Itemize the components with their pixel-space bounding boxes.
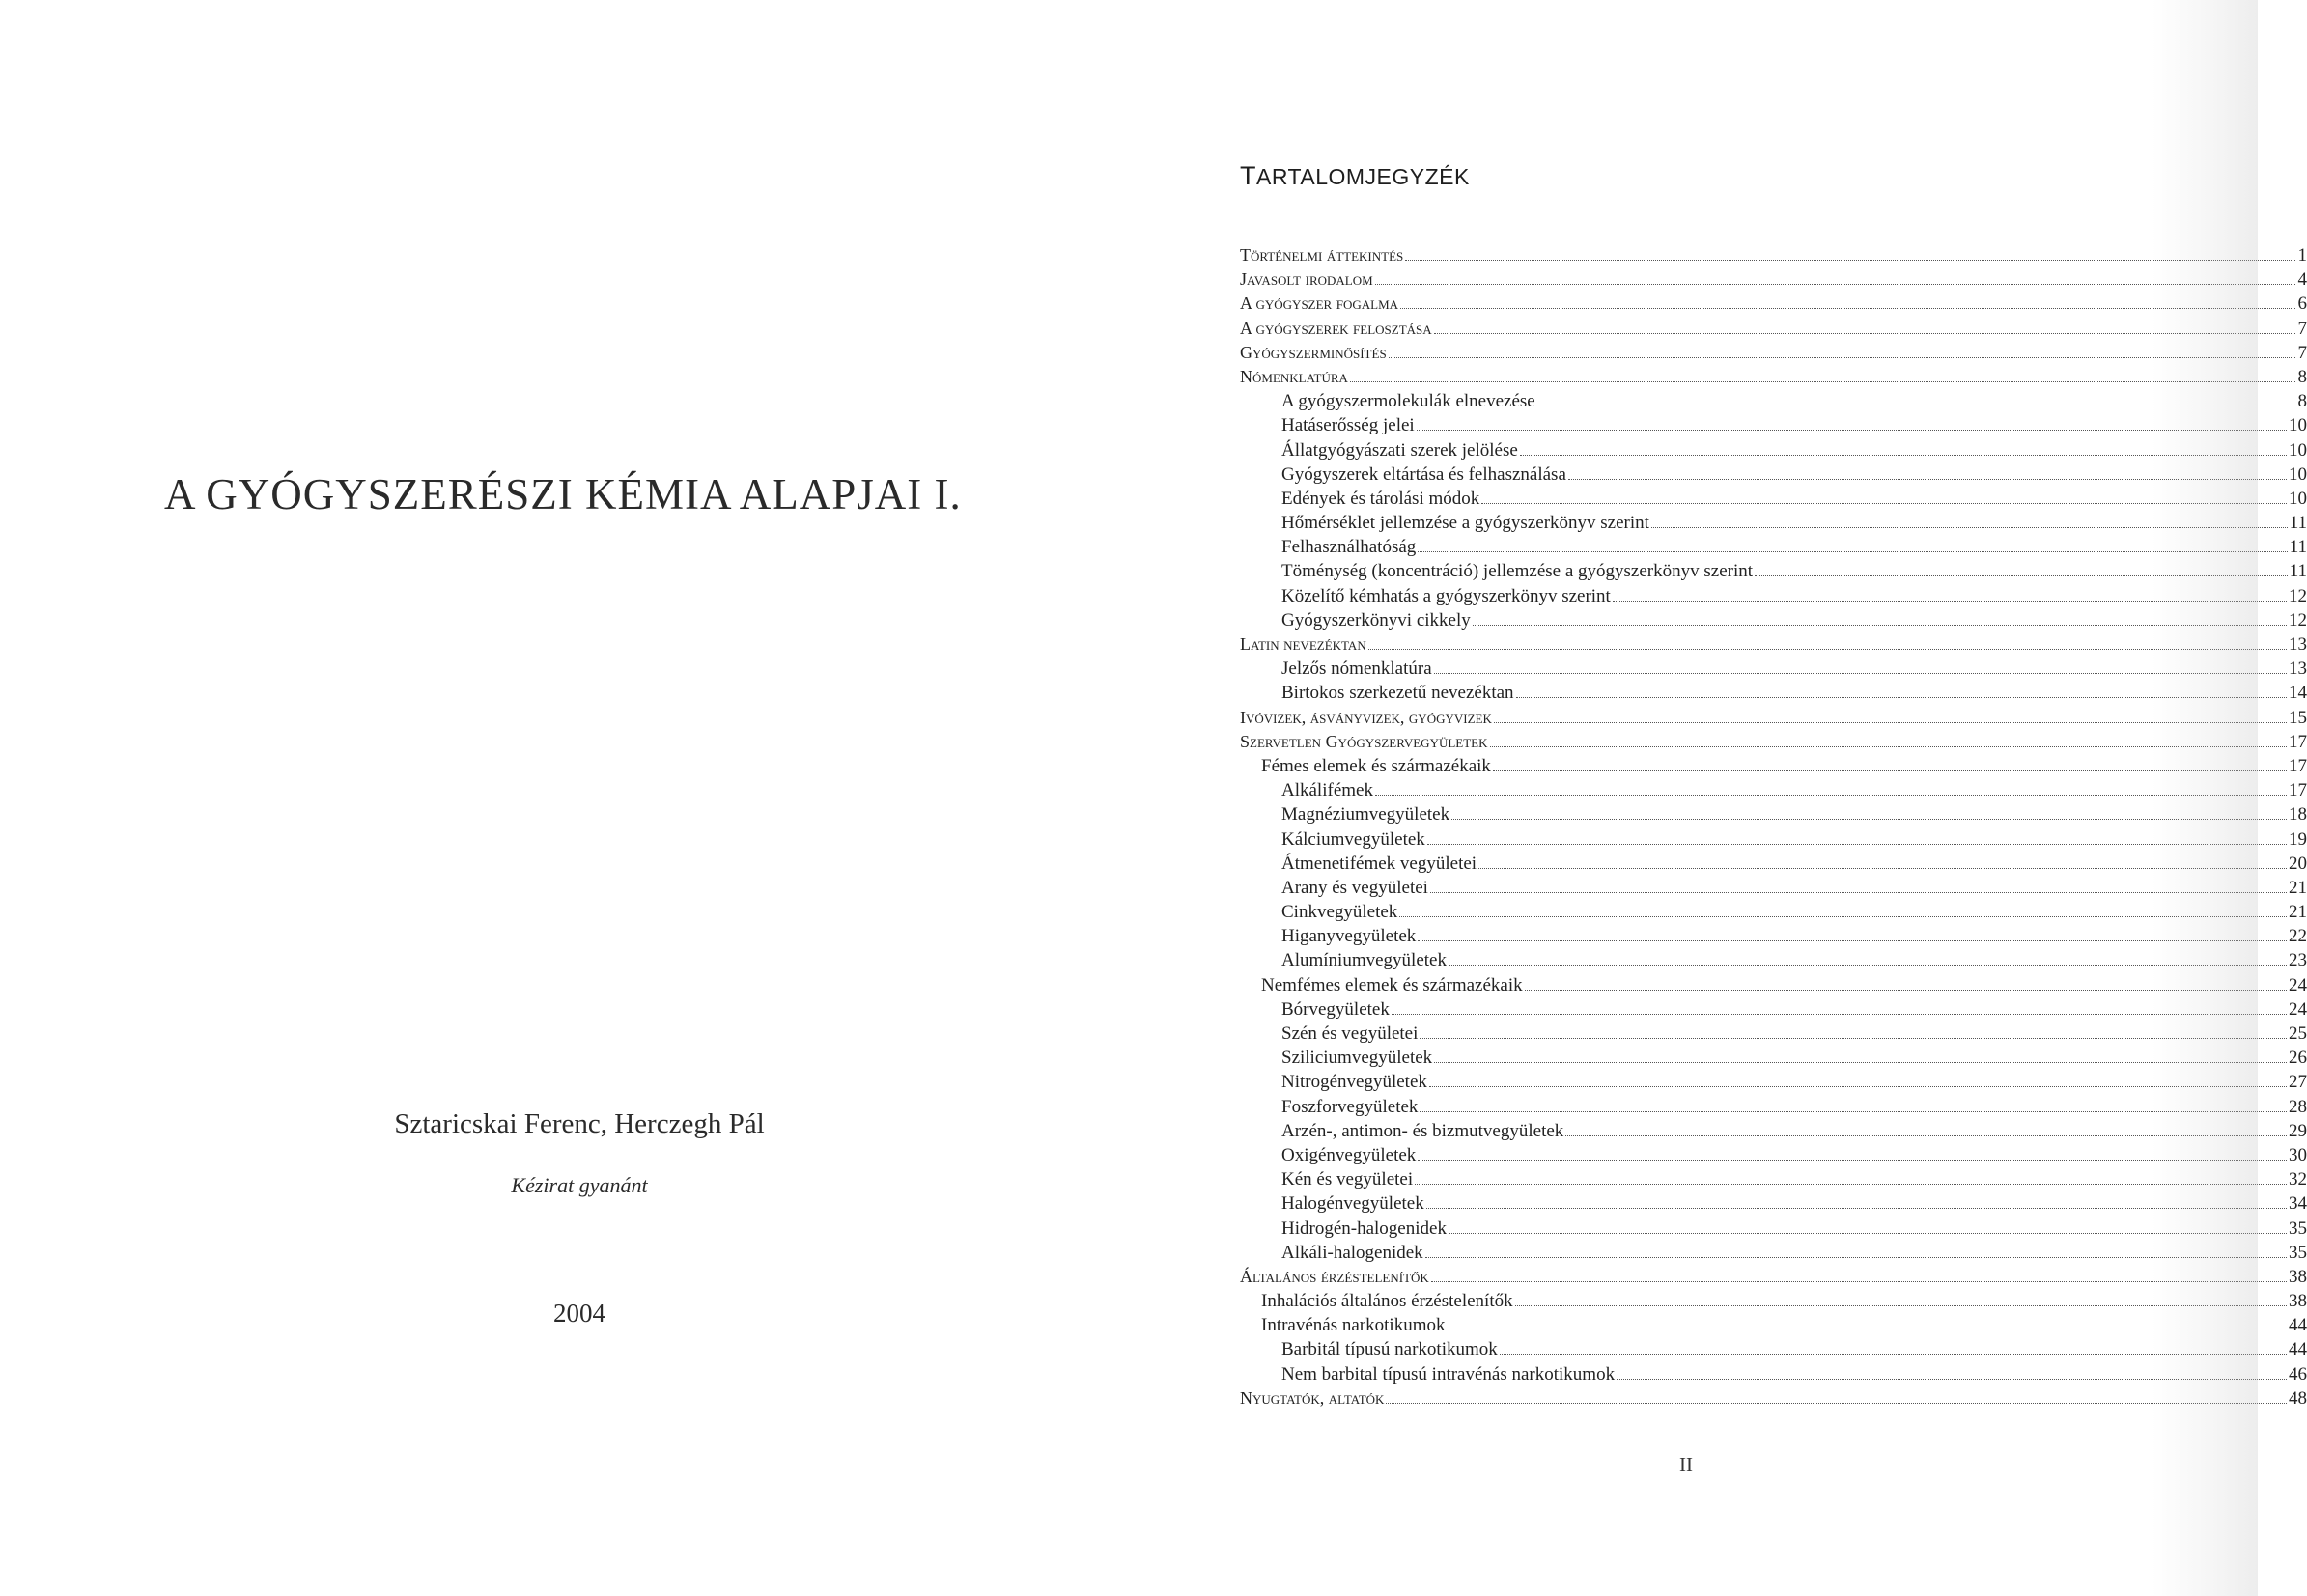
toc-entry-label: Jelzős nómenklatúra xyxy=(1281,658,1432,680)
toc-entry-page: 24 xyxy=(2289,998,2307,1020)
toc-entry xyxy=(1240,1241,2307,1265)
table-of-contents xyxy=(1240,243,2307,1411)
toc-entry-label: Halogénvegyületek xyxy=(1281,1193,1424,1215)
toc-entry-label: Nyugtatók, altatók xyxy=(1240,1387,1385,1408)
toc-entry-page: 1 xyxy=(2297,245,2307,266)
toc-entry-page: 17 xyxy=(2289,780,2307,801)
toc-entry xyxy=(1240,1046,2307,1070)
toc-entry-page: 17 xyxy=(2289,731,2307,752)
toc-entry-page: 35 xyxy=(2289,1242,2307,1263)
toc-entry-page: 14 xyxy=(2289,683,2307,704)
toc-entry-label: Ivóvizek, ásványvizek, gyógyvizek xyxy=(1240,707,1492,727)
toc-entry-label: Gyógyszerek eltártása és felhasználása xyxy=(1281,463,1566,485)
toc-entry xyxy=(1240,608,2307,632)
toc-entry-label: A gyógyszermolekulák elnevezése xyxy=(1281,391,1535,412)
toc-entry-label: A gyógyszerek felosztása xyxy=(1240,318,1432,338)
toc-entry-page: 23 xyxy=(2289,950,2307,971)
toc-heading-rest: ARTALOMJEGYZÉK xyxy=(1256,164,1470,189)
toc-entry-label: Fémes elemek és származékaik xyxy=(1261,755,1491,776)
toc-entry-page: 46 xyxy=(2289,1363,2307,1385)
toc-entry-label: Szén és vegyületei xyxy=(1281,1023,1419,1044)
toc-entry xyxy=(1240,778,2307,802)
toc-entry-page: 30 xyxy=(2289,1144,2307,1165)
toc-entry-label: Alumíniumvegyületek xyxy=(1281,950,1447,971)
toc-entry xyxy=(1240,317,2307,341)
book-title: A GYÓGYSZERÉSZI KÉMIA ALAPJAI I. xyxy=(164,470,962,518)
toc-entry xyxy=(1240,852,2307,876)
toc-entry-label: Nemfémes elemek és származékaik xyxy=(1261,974,1523,995)
left-page xyxy=(0,0,1129,1596)
toc-entry xyxy=(1240,462,2307,487)
toc-entry xyxy=(1240,267,2307,292)
toc-entry-page: 10 xyxy=(2289,463,2307,485)
toc-entry-page: 21 xyxy=(2289,902,2307,923)
toc-entry xyxy=(1240,1386,2307,1411)
toc-entry-page: 35 xyxy=(2289,1218,2307,1239)
toc-entry xyxy=(1240,706,2307,730)
toc-entry-label: Nómenklatúra xyxy=(1240,366,1348,386)
toc-entry xyxy=(1240,730,2307,754)
manuscript-note: Kézirat gyanánt xyxy=(511,1173,648,1197)
toc-entry-page: 25 xyxy=(2289,1023,2307,1044)
toc-entry-label: Bórvegyületek xyxy=(1281,998,1390,1020)
toc-entry-label: Latin nevezéktan xyxy=(1240,634,1366,654)
toc-entry xyxy=(1240,948,2307,972)
toc-entry-label: Nitrogénvegyületek xyxy=(1281,1072,1427,1093)
toc-entry xyxy=(1240,389,2307,413)
toc-entry-label: Alkálifémek xyxy=(1281,780,1373,801)
toc-entry-page: 24 xyxy=(2289,974,2307,995)
toc-entry xyxy=(1240,1022,2307,1046)
toc-entry xyxy=(1240,438,2307,462)
toc-entry-page: 4 xyxy=(2297,269,2307,291)
toc-entry-page: 7 xyxy=(2297,342,2307,363)
toc-entry xyxy=(1240,559,2307,583)
toc-entry-page: 26 xyxy=(2289,1048,2307,1069)
toc-entry-page: 29 xyxy=(2289,1120,2307,1141)
toc-entry-page: 10 xyxy=(2289,439,2307,461)
toc-entry xyxy=(1240,365,2307,389)
toc-entry-page: 20 xyxy=(2289,853,2307,874)
toc-entry-label: Javasolt irodalom xyxy=(1240,269,1373,290)
toc-entry-label: Arzén-, antimon- és bizmutvegyületek xyxy=(1281,1120,1564,1141)
toc-entry xyxy=(1240,341,2307,365)
toc-entry-page: 32 xyxy=(2289,1169,2307,1190)
toc-entry-label: Történelmi áttekintés xyxy=(1240,245,1404,265)
toc-entry-label: Cinkvegyületek xyxy=(1281,902,1398,923)
authors: Sztaricskai Ferenc, Herczegh Pál xyxy=(394,1108,765,1139)
toc-entry xyxy=(1240,1095,2307,1119)
toc-leader-dots xyxy=(1375,795,2287,796)
toc-entry xyxy=(1240,1265,2307,1289)
toc-entry xyxy=(1240,1070,2307,1094)
toc-entry-label: Sziliciumvegyületek xyxy=(1281,1048,1433,1069)
toc-entry-page: 8 xyxy=(2297,366,2307,387)
toc-entry xyxy=(1240,1289,2307,1313)
toc-entry-label: Oxigénvegyületek xyxy=(1281,1144,1417,1165)
toc-entry-label: Foszforvegyületek xyxy=(1281,1096,1419,1117)
toc-entry-page: 12 xyxy=(2289,609,2307,630)
toc-entry-label: Hidrogén-halogenidek xyxy=(1281,1218,1447,1239)
toc-entry-page: 11 xyxy=(2289,537,2307,558)
toc-entry-page: 11 xyxy=(2289,561,2307,582)
toc-entry-page: 27 xyxy=(2289,1072,2307,1093)
toc-entry-label: Hatáserősség jelei xyxy=(1281,415,1415,436)
toc-entry xyxy=(1240,997,2307,1022)
toc-entry xyxy=(1240,487,2307,511)
toc-entry-label: Birtokos szerkezetű nevezéktan xyxy=(1281,683,1514,704)
toc-entry-label: Átmenetifémek vegyületei xyxy=(1281,853,1477,874)
toc-entry-label: Gyógyszerkönyvi cikkely xyxy=(1281,609,1471,630)
toc-entry xyxy=(1240,632,2307,657)
toc-entry-label: Magnéziumvegyületek xyxy=(1281,804,1450,826)
toc-entry xyxy=(1240,876,2307,900)
page-number: II xyxy=(1679,1453,1693,1476)
publication-year: 2004 xyxy=(553,1299,605,1328)
toc-entry xyxy=(1240,511,2307,535)
toc-entry-label: Alkáli-halogenidek xyxy=(1281,1242,1423,1263)
toc-entry-label: Kálciumvegyületek xyxy=(1281,828,1425,850)
toc-entry-label: Nem barbital típusú intravénás narkotikumok xyxy=(1281,1363,1616,1385)
toc-entry xyxy=(1240,243,2307,267)
toc-entry-label: Szervetlen Gyógyszervegyületek xyxy=(1240,731,1488,751)
toc-entry xyxy=(1240,1362,2307,1386)
toc-entry xyxy=(1240,1191,2307,1216)
toc-entry-label: Állatgyógyászati szerek jelölése xyxy=(1281,439,1518,461)
toc-heading-initial: T xyxy=(1240,161,1256,190)
toc-entry-page: 8 xyxy=(2297,391,2307,412)
toc-entry xyxy=(1240,1217,2307,1241)
toc-entry-page: 38 xyxy=(2289,1291,2307,1312)
toc-entry-page: 17 xyxy=(2289,755,2307,776)
toc-entry-label: Kén és vegyületei xyxy=(1281,1169,1414,1190)
toc-entry xyxy=(1240,1143,2307,1167)
toc-entry xyxy=(1240,900,2307,924)
toc-entry-page: 18 xyxy=(2289,804,2307,826)
toc-entry-page: 7 xyxy=(2297,318,2307,339)
scan-edge-shadow xyxy=(2152,0,2258,1596)
toc-entry xyxy=(1240,681,2307,705)
toc-entry xyxy=(1240,802,2307,826)
toc-entry-page: 6 xyxy=(2297,294,2307,315)
toc-entry xyxy=(1240,973,2307,997)
toc-entry xyxy=(1240,827,2307,852)
toc-entry-page: 21 xyxy=(2289,877,2307,898)
toc-entry xyxy=(1240,292,2307,316)
toc-heading xyxy=(1240,161,1470,191)
toc-entry-page: 10 xyxy=(2289,488,2307,509)
toc-entry-label: Edények és tárolási módok xyxy=(1281,488,1480,509)
toc-entry xyxy=(1240,1337,2307,1361)
toc-entry-page: 44 xyxy=(2289,1315,2307,1336)
toc-entry-page: 34 xyxy=(2289,1193,2307,1215)
toc-entry-label: Felhasználhatóság xyxy=(1281,537,1417,558)
toc-entry xyxy=(1240,1167,2307,1191)
toc-entry-page: 28 xyxy=(2289,1096,2307,1117)
toc-entry xyxy=(1240,413,2307,437)
toc-entry-label: Arany és vegyületei xyxy=(1281,877,1428,898)
toc-entry xyxy=(1240,1119,2307,1143)
toc-entry-label: A gyógyszer fogalma xyxy=(1240,294,1399,314)
toc-entry xyxy=(1240,584,2307,608)
toc-entry-label: Inhalációs általános érzéstelenítők xyxy=(1261,1291,1513,1312)
toc-entry-label: Intravénás narkotikumok xyxy=(1261,1315,1446,1336)
toc-entry-label: Gyógyszerminősítés xyxy=(1240,342,1387,362)
toc-entry-page: 15 xyxy=(2289,707,2307,728)
toc-entry-label: Töménység (koncentráció) jellemzése a gyógyszerkönyv szerint xyxy=(1281,561,1754,582)
toc-entry-page: 13 xyxy=(2289,658,2307,680)
toc-entry-label: Higanyvegyületek xyxy=(1281,926,1417,947)
toc-entry-label: Barbitál típusú narkotikumok xyxy=(1281,1339,1498,1360)
right-page xyxy=(1129,0,2307,1596)
toc-entry-page: 22 xyxy=(2289,926,2307,947)
toc-entry-page: 19 xyxy=(2289,828,2307,850)
toc-entry-page: 12 xyxy=(2289,585,2307,606)
toc-entry-page: 10 xyxy=(2289,415,2307,436)
toc-entry-page: 44 xyxy=(2289,1339,2307,1360)
toc-entry xyxy=(1240,657,2307,681)
toc-entry-label: Általános érzéstelenítők xyxy=(1240,1266,1429,1286)
toc-entry-label: Közelítő kémhatás a gyógyszerkönyv szerint xyxy=(1281,585,1611,606)
toc-entry-label: Hőmérséklet jellemzése a gyógyszerkönyv szerint xyxy=(1281,513,1649,534)
toc-entry-page: 13 xyxy=(2289,634,2307,655)
toc-entry xyxy=(1240,924,2307,948)
toc-entry xyxy=(1240,754,2307,778)
toc-entry-page: 11 xyxy=(2289,513,2307,534)
toc-entry-page: 38 xyxy=(2289,1266,2307,1287)
toc-entry-page: 48 xyxy=(2289,1387,2307,1409)
toc-entry xyxy=(1240,535,2307,559)
toc-entry xyxy=(1240,1313,2307,1337)
toc-leader-dots xyxy=(1368,649,2287,650)
